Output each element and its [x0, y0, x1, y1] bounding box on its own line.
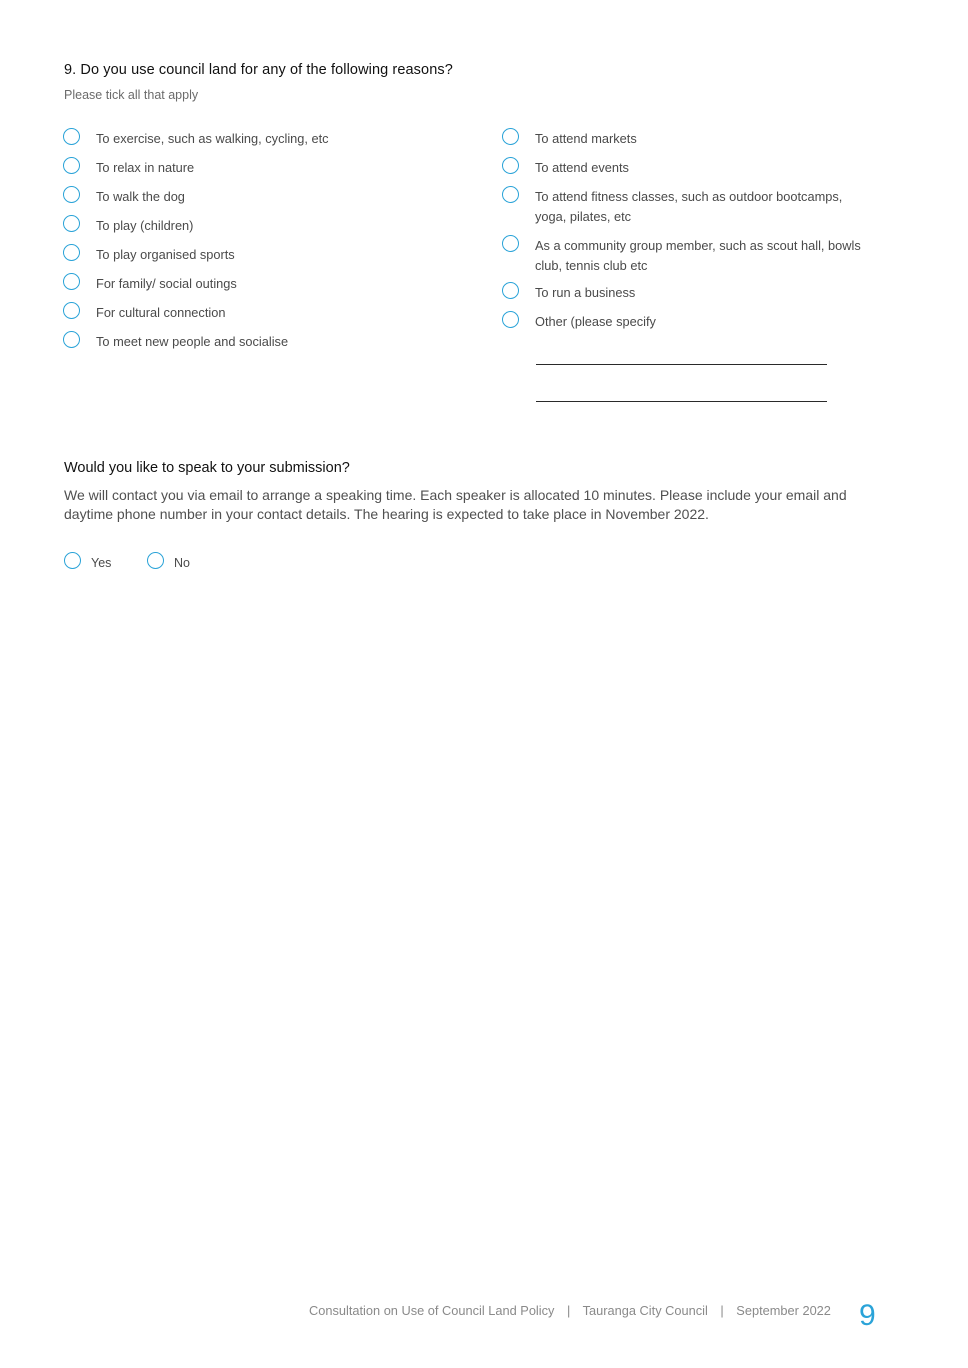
page-number: 9: [859, 1299, 876, 1332]
footer-separator: |: [566, 1303, 571, 1318]
option-label: For family/ social outings: [96, 276, 237, 291]
option-label: Yes: [91, 556, 112, 570]
radio-button[interactable]: [502, 282, 519, 299]
radio-button[interactable]: [63, 244, 80, 261]
radio-button[interactable]: [502, 311, 519, 328]
radio-button[interactable]: [502, 128, 519, 145]
option-label: To walk the dog: [96, 189, 185, 204]
speak-question-description: We will contact you via email to arrange a speaking time. Each speaker is allocated 10 minutes. Please include your email and daytime phone number in your contact details. The hearing is expected to take place in November 2022.: [64, 487, 847, 522]
radio-button[interactable]: [63, 157, 80, 174]
option-label: No: [174, 556, 190, 570]
speak-question-title: Would you like to speak to your submission?: [64, 460, 350, 476]
question-9-title: 9. Do you use council land for any of the following reasons?: [64, 62, 453, 78]
radio-button[interactable]: [63, 273, 80, 290]
radio-button[interactable]: [502, 157, 519, 174]
other-specify-line-2[interactable]: [536, 401, 827, 402]
radio-button[interactable]: [502, 186, 519, 203]
option-label: Other (please specify: [535, 314, 656, 329]
option-label: To attend markets: [535, 131, 637, 146]
option-label: To meet new people and socialise: [96, 334, 289, 349]
option-label: To run a business: [535, 285, 636, 300]
radio-button[interactable]: [502, 235, 519, 252]
footer-document-title: Consultation on Use of Council Land Policy: [309, 1303, 555, 1318]
radio-button[interactable]: [63, 302, 80, 319]
radio-button[interactable]: [63, 186, 80, 203]
option-label: To play (children): [96, 218, 194, 233]
question-9-subtitle: Please tick all that apply: [64, 88, 199, 102]
radio-button[interactable]: [63, 331, 80, 348]
option-label: To attend fitness classes, such as outdoor bootcamps, yoga, pilates, etc: [535, 189, 843, 224]
option-label: To relax in nature: [96, 160, 195, 175]
footer-date: September 2022: [736, 1303, 831, 1318]
option-label: For cultural connection: [96, 305, 226, 320]
option-label: To play organised sports: [96, 247, 235, 262]
footer: [309, 1303, 831, 1318]
radio-button[interactable]: [63, 128, 80, 145]
footer-organisation: Tauranga City Council: [582, 1303, 708, 1318]
option-label: As a community group member, such as scout hall, bowls club, tennis club etc: [535, 238, 861, 273]
footer-separator: |: [720, 1303, 724, 1318]
option-label: To exercise, such as walking, cycling, etc: [96, 131, 329, 146]
option-label: To attend events: [535, 160, 629, 175]
radio-button[interactable]: [64, 552, 81, 569]
other-specify-line-1[interactable]: [536, 364, 827, 365]
radio-button[interactable]: [63, 215, 80, 232]
radio-button[interactable]: [147, 552, 164, 569]
